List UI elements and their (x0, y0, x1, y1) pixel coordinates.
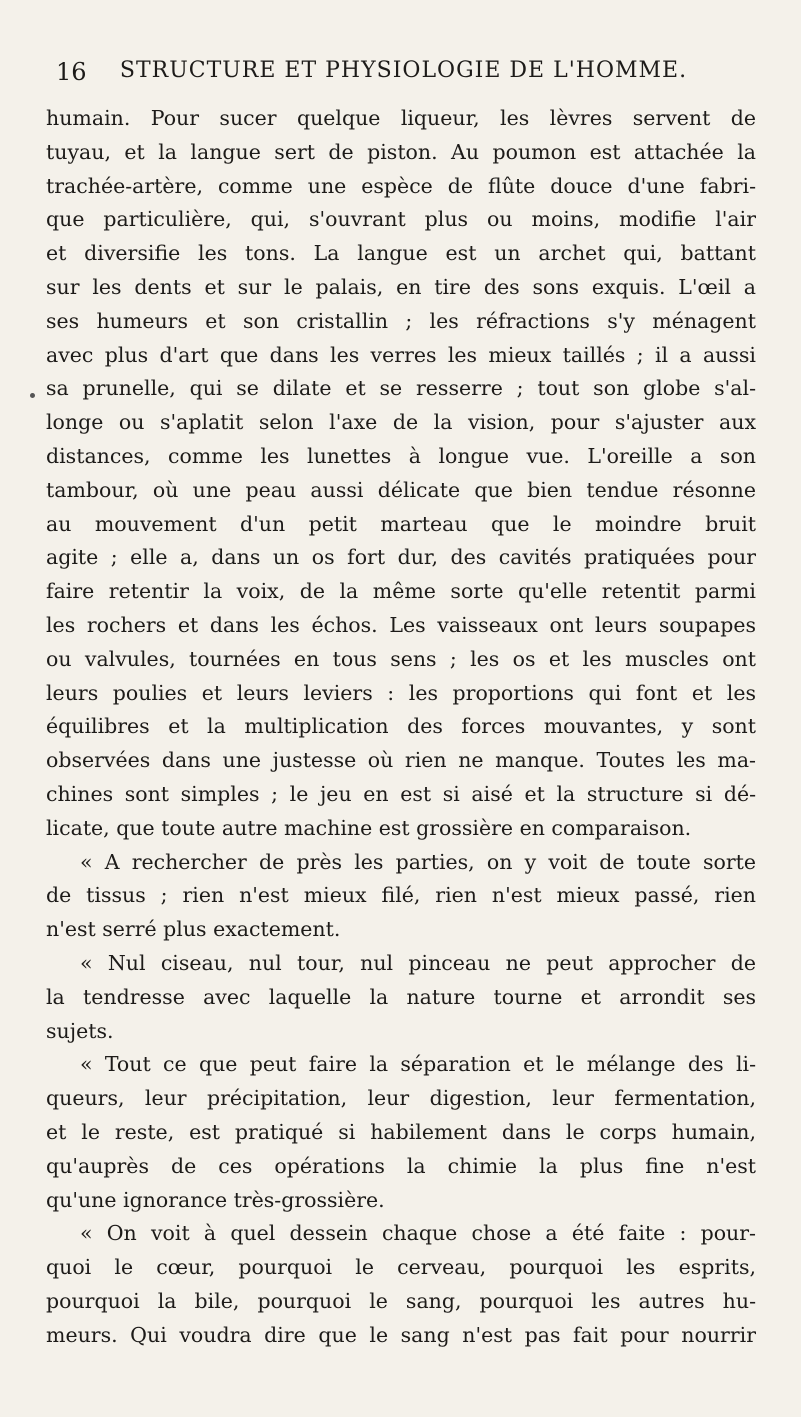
text-line: observées dans une justesse où rien ne manque. Toutes les ma- (46, 748, 756, 773)
text-line: longe ou s'aplatit selon l'axe de la vision, pour s'ajuster aux (46, 410, 756, 435)
text-line: pourquoi la bile, pourquoi le sang, pourquoi les autres hu- (46, 1288, 756, 1313)
text-line: au mouvement d'un petit marteau que le moindre bruit (46, 511, 756, 536)
text-line: ses humeurs et son cristallin ; les réfractions s'y ménagent (46, 308, 756, 333)
text-line: qu'une ignorance très-grossière. (46, 1187, 385, 1212)
text-line: faire retentir la voix, de la même sorte qu'elle retentit parmi (46, 579, 756, 604)
page-header (56, 58, 751, 90)
text-line: ou valvules, tournées en tous sens ; les os et les muscles ont (46, 646, 756, 671)
text-line: sujets. (46, 1018, 114, 1043)
text-line: de tissus ; rien n'est mieux filé, rien n'est mieux passé, rien (46, 883, 756, 908)
text-line: avec plus d'art que dans les verres les mieux taillés ; il a aussi (46, 342, 756, 367)
text-line: trachée-artère, comme une espèce de flûte douce d'une fabri- (46, 173, 756, 198)
page-number: 16 (56, 58, 87, 86)
text-line: leurs poulies et leurs leviers : les proportions qui font et les (46, 680, 756, 705)
text-line: les rochers et dans les échos. Les vaisseaux ont leurs soupapes (46, 612, 756, 637)
margin-mark (30, 393, 35, 398)
text-line: distances, comme les lunettes à longue vue. L'oreille a son (46, 443, 756, 468)
body-text (46, 102, 756, 1352)
text-line: tambour, où une peau aussi délicate que bien tendue résonne (46, 477, 756, 502)
text-line: et le reste, est pratiqué si habilement dans le corps humain, (46, 1119, 756, 1144)
running-title: STRUCTURE ET PHYSIOLOGIE DE L'HOMME. (119, 58, 688, 83)
text-line: « Tout ce que peut faire la séparation et le mélange des li- (80, 1052, 756, 1077)
text-line: « A rechercher de près les parties, on y voit de toute sorte (80, 849, 756, 874)
text-line: qu'auprès de ces opérations la chimie la plus fine n'est (46, 1153, 756, 1178)
text-line: agite ; elle a, dans un os fort dur, des cavités pratiquées pour (46, 545, 756, 570)
text-line: que particulière, qui, s'ouvrant plus ou moins, modifie l'air (46, 207, 756, 232)
text-line: meurs. Qui voudra dire que le sang n'est pas fait pour nourrir (46, 1322, 756, 1347)
text-line: licate, que toute autre machine est grossière en comparaison. (46, 815, 692, 840)
text-line: sur les dents et sur le palais, en tire des sons exquis. L'œil a (46, 274, 756, 299)
text-line: queurs, leur précipitation, leur digestion, leur fermentation, (46, 1086, 756, 1111)
text-line: quoi le cœur, pourquoi le cerveau, pourquoi les esprits, (46, 1255, 756, 1280)
text-line: humain. Pour sucer quelque liqueur, les lèvres servent de (46, 106, 756, 130)
text-line: « Nul ciseau, nul tour, nul pinceau ne peut approcher de (80, 950, 756, 975)
text-line: et diversifie les tons. La langue est un archet qui, battant (46, 241, 756, 266)
text-line: n'est serré plus exactement. (46, 917, 341, 942)
text-line: la tendresse avec laquelle la nature tourne et arrondit ses (46, 984, 756, 1009)
text-line: sa prunelle, qui se dilate et se resserre ; tout son globe s'al- (46, 376, 756, 401)
text-line: chines sont simples ; le jeu en est si aisé et la structure si dé- (46, 781, 756, 806)
text-line: tuyau, et la langue sert de piston. Au poumon est attachée la (46, 139, 756, 164)
text-line: équilibres et la multiplication des forces mouvantes, y sont (46, 714, 756, 739)
text-line: « On voit à quel dessein chaque chose a été faite : pour- (80, 1221, 756, 1246)
